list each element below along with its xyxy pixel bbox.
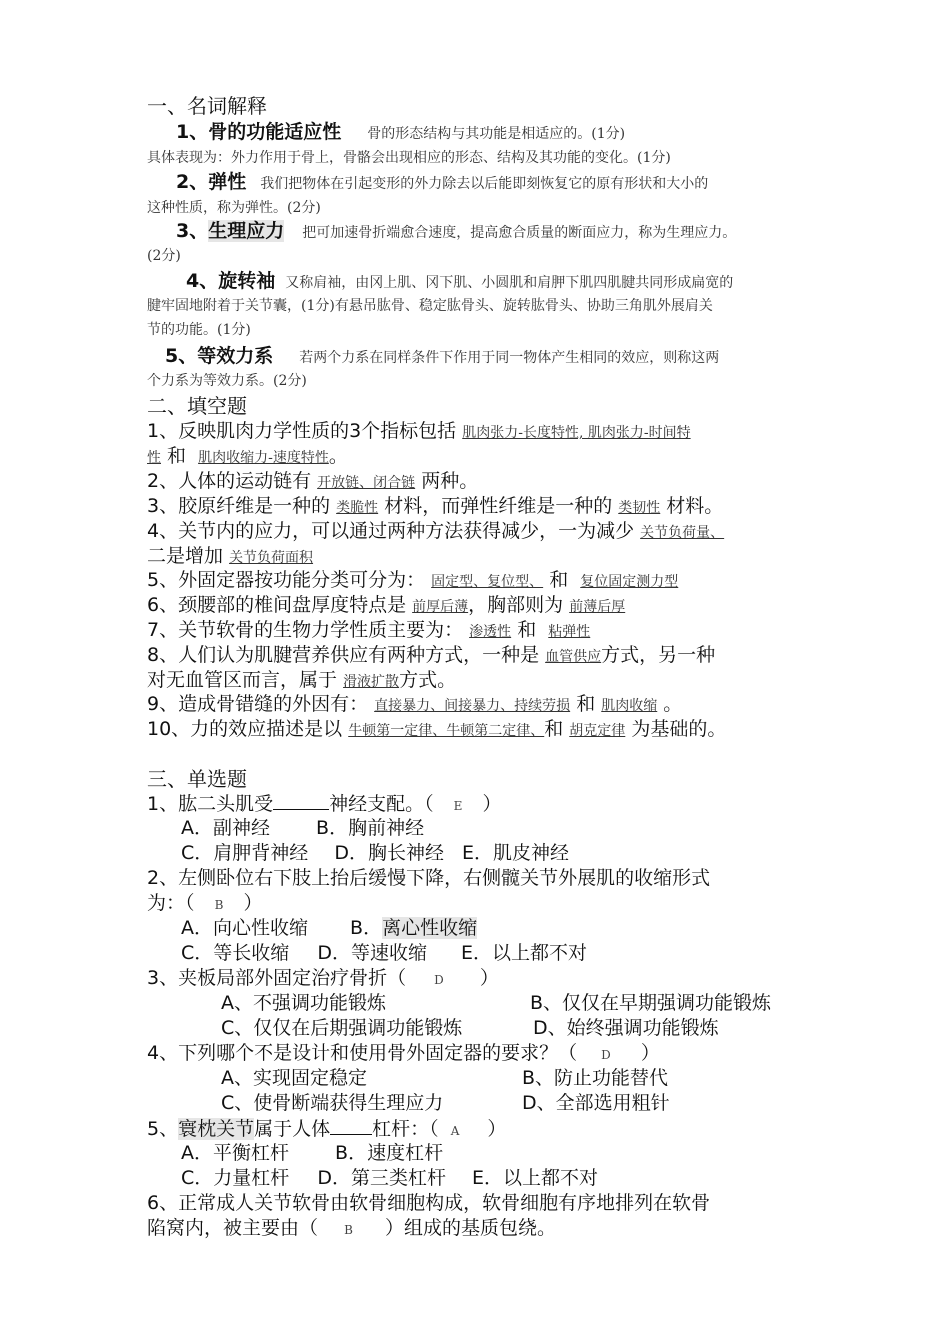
mc-q5-option-d: D．第三类杠杆 — [317, 1167, 446, 1189]
mc-q1 — [147, 791, 501, 819]
mc-q2-text-2: 为：（ — [147, 892, 195, 914]
fill-q9-end: 。 — [663, 693, 683, 715]
fill-q8-text-2: 对无血管区而言，属于 — [147, 669, 338, 691]
fill-q1 — [147, 419, 691, 446]
fill-q9-and: 和 — [576, 693, 596, 715]
mc-q5-option-e: E．以上都不对 — [472, 1167, 599, 1189]
mc-q1-options-row1 — [181, 816, 424, 841]
fill-q3 — [147, 494, 723, 521]
term-3-def: 把可加速骨折端愈合速度，提高愈合质量的断面应力，称为生理应力。 — [302, 225, 737, 241]
fill-q3-text: 3、胶原纤维是一种的 — [147, 495, 331, 517]
mc-q1-blank — [273, 791, 329, 810]
mc-q1-answer: E — [453, 799, 463, 813]
fill-q10 — [147, 717, 726, 744]
mc-q3-option-d: D、始终强调功能锻炼 — [533, 1017, 719, 1039]
mc-q3-close: ） — [479, 967, 499, 989]
term-1-name: 1、骨的功能适应性 — [176, 121, 342, 143]
mc-q2-answer: B — [214, 898, 224, 912]
mc-q1-option-e: E．肌皮神经 — [462, 842, 570, 864]
mc-q5-highlight: 寰枕关节 — [178, 1118, 255, 1140]
fill-q5-and: 和 — [549, 569, 569, 591]
mc-q6-line2 — [147, 1216, 556, 1243]
fill-q4-answer-2: 关节负荷面积 — [229, 550, 314, 566]
term-2-name: 2、弹性 — [176, 171, 247, 193]
fill-q4-text-2: 二是增加 — [147, 545, 224, 567]
term-3-number: 3、 — [176, 220, 209, 242]
fill-q4-line2 — [147, 544, 313, 571]
term-1 — [176, 120, 625, 146]
fill-q8-end: 方式。 — [399, 669, 457, 691]
mc-q2-options-row1 — [181, 916, 477, 941]
term-1-def: 骨的形态结构与其功能是相适应的。(1分) — [367, 126, 626, 142]
mc-q1-option-c: C．肩胛背神经 — [181, 842, 309, 864]
mc-q4-answer: D — [601, 1048, 611, 1062]
mc-q4-option-d: D、全部选用粗针 — [522, 1092, 670, 1114]
mc-q4-text: 4、下列哪个不是设计和使用骨外固定器的要求？（ — [147, 1042, 578, 1064]
term-4-def-line3: 节的功能。(1分) — [147, 322, 251, 338]
mc-q1-option-b: B．胸前神经 — [316, 817, 425, 839]
mc-q2-close: ） — [243, 892, 263, 914]
fill-q6-mid: ，胸部则为 — [468, 594, 564, 616]
fill-q8 — [147, 643, 715, 670]
mc-q5-close: ） — [487, 1118, 507, 1140]
fill-q5-answer-1: 固定型、复位型、 — [431, 574, 544, 590]
fill-q2-end: 两种。 — [421, 470, 479, 492]
term-5-def: 若两个力系在同样条件下作用于同一物体产生相同的效应，则称这两 — [299, 350, 720, 366]
fill-q4 — [147, 519, 724, 546]
mc-q1-text: 1、肱二头肌受 — [147, 793, 274, 815]
section-2-title: 二、填空题 — [147, 394, 247, 418]
section-1-title: 一、名词解释 — [147, 94, 267, 118]
fill-q1-end: 。 — [328, 445, 348, 467]
fill-q3-end: 材料。 — [666, 495, 724, 517]
term-4-def: 又称肩袖，由冈上肌、冈下肌、小圆肌和肩胛下肌四肌腱共同形成扁宽的 — [285, 275, 734, 291]
mc-q1-close: ） — [482, 793, 502, 815]
fill-q7-answer-1: 渗透性 — [469, 624, 512, 640]
term-5-name: 5、等效力系 — [165, 345, 274, 367]
term-3-name-highlight: 生理应力 — [208, 220, 285, 242]
term-4-name: 4、旋转袖 — [186, 270, 276, 292]
mc-q2-option-b: 离心性收缩 — [382, 917, 478, 939]
fill-q3-answer-2: 类韧性 — [618, 500, 661, 516]
mc-q5-options-row2 — [181, 1166, 598, 1191]
mc-q3-option-b: B、仅仅在早期强调功能锻炼 — [530, 992, 772, 1014]
fill-q6-text: 6、颈腰部的椎间盘厚度特点是 — [147, 594, 407, 616]
fill-q1-answer-1-cont: 性 — [147, 450, 161, 466]
mc-q6-answer: B — [344, 1223, 353, 1237]
fill-q7 — [147, 618, 590, 645]
mc-q1-option-a: A．副神经 — [181, 817, 270, 839]
mc-q4-option-c: C、使骨断端获得生理应力 — [221, 1092, 444, 1114]
mc-q2-option-c: C．等长收缩 — [181, 942, 290, 964]
fill-q6-answer-2: 前薄后厚 — [569, 599, 626, 615]
term-4 — [186, 269, 733, 295]
fill-q3-mid: 材料，而弹性纤维是一种的 — [384, 495, 613, 517]
fill-q7-answer-2: 粘弹性 — [548, 624, 591, 640]
mc-q6-text-2: 陷窝内，被主要由（ — [147, 1217, 319, 1239]
fill-q2-text: 2、人体的运动链有 — [147, 470, 312, 492]
mc-q3-answer: D — [434, 973, 444, 987]
mc-q1-option-d: D．胸长神经 — [334, 842, 444, 864]
mc-q2-option-a: A．向心性收缩 — [181, 917, 308, 939]
term-2 — [176, 170, 708, 196]
fill-q10-end: 为基础的。 — [631, 718, 727, 740]
term-2-def: 我们把物体在引起变形的外力除去以后能即刻恢复它的原有形状和大小的 — [260, 176, 709, 192]
fill-q5-text: 5、外固定器按功能分类可分为： — [147, 569, 426, 591]
mc-q1-options-row2 — [181, 841, 569, 866]
term-3-def-line2: (2分) — [147, 248, 181, 264]
fill-q7-and: 和 — [517, 619, 537, 641]
fill-q4-answer-1: 关节负荷量、 — [640, 525, 725, 541]
mc-q3-option-c: C、仅仅在后期强调功能锻炼 — [221, 1017, 463, 1039]
term-3 — [176, 219, 736, 245]
mc-q2-options-row2 — [181, 941, 587, 966]
mc-q4-option-a: A、实现固定稳定 — [221, 1067, 367, 1089]
mc-q4 — [147, 1041, 660, 1068]
term-2-def-line2: 这种性质，称为弹性。(2分) — [147, 200, 321, 216]
fill-q6-answer-1: 前厚后薄 — [412, 599, 469, 615]
fill-q8-answer-1: 血管供应 — [545, 649, 602, 665]
fill-q10-and: 和 — [544, 718, 564, 740]
mc-q5-text-2: 杠杆：（ — [372, 1118, 439, 1140]
fill-q6 — [147, 593, 625, 620]
fill-q2-answer: 开放链、闭合链 — [317, 475, 416, 491]
fill-q1-answer-2: 肌肉收缩力-速度特性 — [198, 450, 329, 466]
mc-q2-line2 — [147, 891, 262, 918]
mc-q4-option-b: B、防止功能替代 — [522, 1067, 669, 1089]
mc-q5-option-a: A．平衡杠杆 — [181, 1142, 289, 1164]
mc-q5-answer: A — [450, 1124, 460, 1138]
mc-q5-number: 5、 — [147, 1118, 179, 1140]
section-3-title: 三、单选题 — [147, 767, 247, 791]
mc-q2-option-d: D．等速收缩 — [317, 942, 427, 964]
fill-q8-answer-2: 滑液扩散 — [343, 674, 400, 690]
mc-q5-blank — [330, 1116, 372, 1135]
mc-q5 — [147, 1116, 506, 1144]
term-5-def-line2: 个力系为等效力系。(2分) — [147, 373, 307, 389]
fill-q1-line2 — [147, 444, 348, 471]
fill-q4-text: 4、关节内的应力，可以通过两种方法获得减少，一为减少 — [147, 520, 635, 542]
fill-q10-text: 10、力的效应描述是以 — [147, 718, 343, 740]
mc-q4-close: ） — [640, 1042, 660, 1064]
mc-q1-text-2: 神经支配。（ — [329, 793, 434, 815]
mc-q5-text: 属于人体 — [254, 1118, 331, 1140]
fill-q5 — [147, 568, 678, 595]
fill-q7-text: 7、关节软骨的生物力学性质主要为： — [147, 619, 464, 641]
term-5 — [165, 344, 719, 370]
mc-q3-text: 3、夹板局部外固定治疗骨折（ — [147, 967, 407, 989]
mc-q2-option-b-letter: B． — [350, 917, 383, 939]
fill-q10-answer-1: 牛顿第一定律、牛顿第二定律、 — [348, 723, 545, 739]
fill-q1-and: 和 — [167, 445, 187, 467]
fill-q8-line2 — [147, 668, 456, 695]
fill-q5-answer-2: 复位固定测力型 — [580, 574, 679, 590]
fill-q8-text: 8、人们认为肌腱营养供应有两种方式，一种是 — [147, 644, 540, 666]
fill-q9-answer-2: 肌肉收缩 — [601, 698, 658, 714]
fill-q10-answer-2: 胡克定律 — [569, 723, 626, 739]
mc-q5-options-row1 — [181, 1141, 443, 1166]
fill-q3-answer-1: 类脆性 — [336, 500, 379, 516]
term-1-def-line2: 具体表现为：外力作用于骨上，骨骼会出现相应的形态、结构及其功能的变化。(1分) — [147, 150, 671, 166]
mc-q3-option-a: A、不强调功能锻炼 — [221, 992, 386, 1014]
fill-q9 — [147, 692, 682, 719]
fill-q9-text: 9、造成骨错缝的外因有： — [147, 693, 369, 715]
mc-q2: 2、左侧卧位右下肢上抬后缓慢下降，右侧髋关节外展肌的收缩形式 — [147, 867, 711, 889]
fill-q8-mid: 方式，另一种 — [601, 644, 716, 666]
mc-q3 — [147, 966, 499, 993]
fill-q9-answer-1: 直接暴力、间接暴力、持续劳损 — [374, 698, 571, 714]
mc-q2-option-e: E．以上都不对 — [461, 942, 588, 964]
term-4-def-line2: 腱牢固地附着于关节囊，(1分)有悬吊肱骨、稳定肱骨头、旋转肱骨头、协助三角肌外展肩关 — [147, 298, 713, 314]
fill-q2 — [147, 469, 478, 496]
mc-q5-option-b: B．速度杠杆 — [335, 1142, 444, 1164]
fill-q1-text: 1、反映肌肉力学性质的3个指标包括 — [147, 420, 457, 442]
mc-q6-text-3: ）组成的基质包绕。 — [384, 1217, 556, 1239]
mc-q5-option-c: C．力量杠杆 — [181, 1167, 290, 1189]
mc-q6: 6、正常成人关节软骨由软骨细胞构成，软骨细胞有序地排列在软骨 — [147, 1192, 711, 1214]
fill-q1-answer-1: 肌肉张力-长度特性, 肌肉张力-时间特 — [462, 425, 691, 441]
